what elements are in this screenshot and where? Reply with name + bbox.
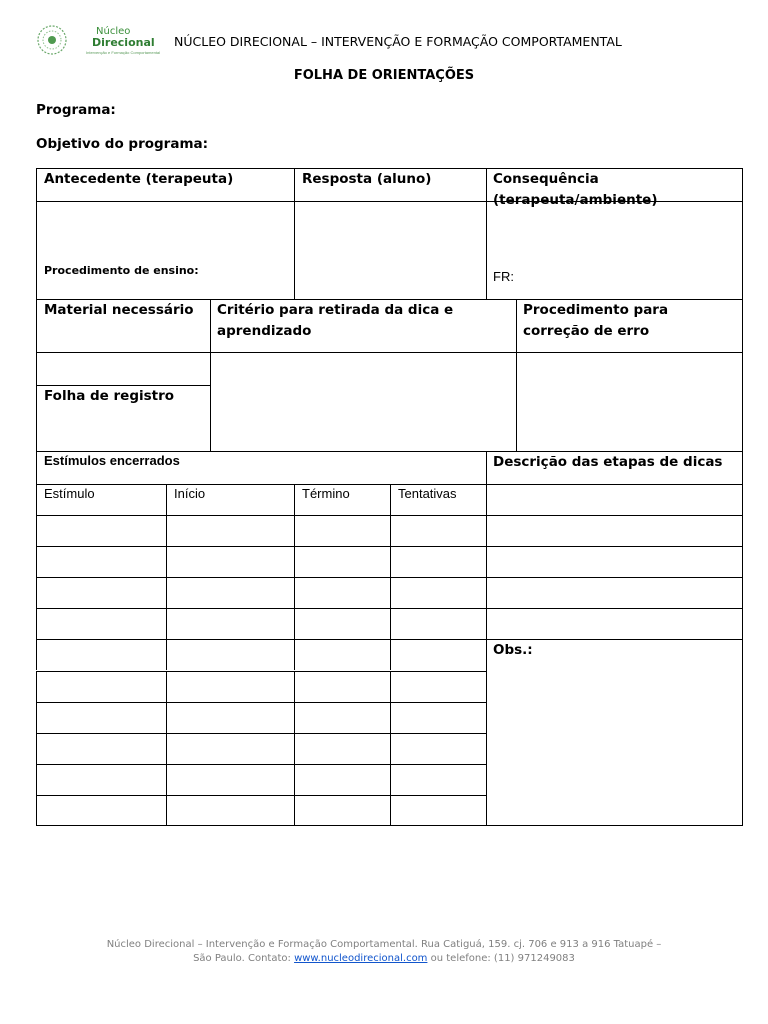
consequencia-label: Consequência (terapeuta/ambiente) [493, 171, 658, 208]
table-bottom-border [36, 825, 743, 826]
dica-step-row[interactable] [486, 577, 743, 608]
inicio-cell[interactable] [166, 795, 294, 826]
footer-website-link[interactable]: www.nucleodirecional.com [294, 953, 428, 964]
footer-phone: ou telefone: (11) 971249083 [427, 953, 575, 964]
col-tentativas-label: Tentativas [398, 486, 457, 501]
termino-cell[interactable] [294, 671, 390, 702]
antecedente-label: Antecedente (terapeuta) [44, 171, 234, 187]
estimulo-cell[interactable] [36, 546, 166, 577]
estimulo-cell[interactable] [36, 608, 166, 639]
obs-label: Obs.: [493, 642, 533, 658]
footer-line-2 [0, 952, 768, 966]
antecedente-header-cell [36, 168, 294, 201]
logo-emblem-icon [36, 24, 68, 56]
folha-registro-cell [36, 385, 210, 451]
header-title: NÚCLEO DIRECIONAL – INTERVENÇÃO E FORMAÇÃO COMPORTAMENTAL [174, 34, 622, 49]
col-tentativas-header [390, 484, 486, 515]
col-inicio-header [166, 484, 294, 515]
estimulos-label: Estímulos encerrados [44, 453, 180, 468]
tentativas-cell[interactable] [390, 515, 486, 546]
estimulo-cell[interactable] [36, 764, 166, 795]
inicio-cell[interactable] [166, 671, 294, 702]
inicio-cell[interactable] [166, 515, 294, 546]
nucleo-direcional-logo [34, 20, 161, 60]
tentativas-cell[interactable] [390, 702, 486, 733]
tentativas-cell[interactable] [390, 577, 486, 608]
inicio-cell[interactable] [166, 702, 294, 733]
inicio-cell[interactable] [166, 733, 294, 764]
page-header [34, 18, 734, 68]
dica-step-row[interactable] [486, 608, 743, 639]
resposta-label: Resposta (aluno) [302, 171, 432, 187]
termino-cell[interactable] [294, 639, 390, 670]
footer-line-1: Núcleo Direcional – Intervenção e Formação Comportamental. Rua Catiguá, 159. cj. 706 e 913 a 916 Tatuapé – [106, 939, 662, 950]
criterio-header-cell [210, 299, 516, 352]
material-label: Material necessário [44, 302, 194, 318]
correcao-header-cell [516, 299, 743, 352]
dica-step-row[interactable] [486, 546, 743, 577]
col-inicio-label: Início [174, 486, 206, 501]
descricao-header-cell [486, 451, 743, 484]
dica-step-row[interactable] [486, 484, 743, 515]
logo-text-direcional: Direcional [92, 36, 155, 49]
estimulo-cell[interactable] [36, 795, 166, 826]
fr-label: FR: [493, 269, 514, 284]
inicio-cell[interactable] [166, 577, 294, 608]
col-estimulo-label: Estímulo [44, 486, 95, 501]
termino-cell[interactable] [294, 795, 390, 826]
tentativas-cell[interactable] [390, 795, 486, 826]
tentativas-cell[interactable] [390, 608, 486, 639]
obs-field[interactable] [486, 639, 743, 826]
orientation-table [36, 168, 743, 826]
tentativas-cell[interactable] [390, 764, 486, 795]
correcao-label: Procedimento para correção de erro [523, 302, 669, 339]
footer-contact-prefix: São Paulo. Contato: [193, 953, 295, 964]
termino-cell[interactable] [294, 764, 390, 795]
consequencia-header-cell [486, 168, 743, 208]
objetivo-label: Objetivo do programa: [36, 136, 209, 152]
descricao-label: Descrição das etapas de dicas [493, 454, 723, 470]
inicio-cell[interactable] [166, 639, 294, 670]
inicio-cell[interactable] [166, 764, 294, 795]
programa-label: Programa: [36, 102, 116, 118]
termino-cell[interactable] [294, 546, 390, 577]
estimulos-header-cell [36, 451, 486, 484]
table-right-border [742, 168, 743, 826]
estimulo-cell[interactable] [36, 515, 166, 546]
inicio-cell[interactable] [166, 546, 294, 577]
estimulo-cell[interactable] [36, 671, 166, 702]
estimulo-cell[interactable] [36, 639, 166, 670]
estimulo-cell[interactable] [36, 577, 166, 608]
tentativas-cell[interactable] [390, 733, 486, 764]
resposta-header-cell [294, 168, 486, 201]
termino-cell[interactable] [294, 515, 390, 546]
antecedente-field[interactable] [36, 201, 294, 299]
termino-cell[interactable] [294, 702, 390, 733]
material-header-cell [36, 299, 210, 352]
correcao-field[interactable] [516, 352, 743, 451]
document-title: FOLHA DE ORIENTAÇÕES [293, 68, 475, 83]
material-field[interactable] [36, 352, 210, 385]
col-termino-label: Término [302, 486, 350, 501]
termino-cell[interactable] [294, 577, 390, 608]
logo-text-nucleo: Núcleo [96, 26, 131, 37]
termino-cell[interactable] [294, 733, 390, 764]
logo-subtext: Intervenção e Formação Comportamental [86, 50, 161, 55]
dica-step-row[interactable] [486, 515, 743, 546]
col-estimulo-header [36, 484, 166, 515]
estimulo-cell[interactable] [36, 702, 166, 733]
page-footer [0, 938, 768, 966]
resposta-field[interactable] [294, 201, 486, 299]
criterio-label: Critério para retirada da dica e aprendizado [217, 302, 454, 339]
tentativas-cell[interactable] [390, 639, 486, 670]
tentativas-cell[interactable] [390, 671, 486, 702]
tentativas-cell[interactable] [390, 546, 486, 577]
inicio-cell[interactable] [166, 608, 294, 639]
termino-cell[interactable] [294, 608, 390, 639]
consequencia-field[interactable] [486, 201, 743, 299]
procedimento-ensino-label: Procedimento de ensino: [44, 264, 199, 277]
criterio-field[interactable] [210, 352, 516, 451]
col-termino-header [294, 484, 390, 515]
folha-registro-label: Folha de registro [44, 388, 175, 404]
estimulo-cell[interactable] [36, 733, 166, 764]
